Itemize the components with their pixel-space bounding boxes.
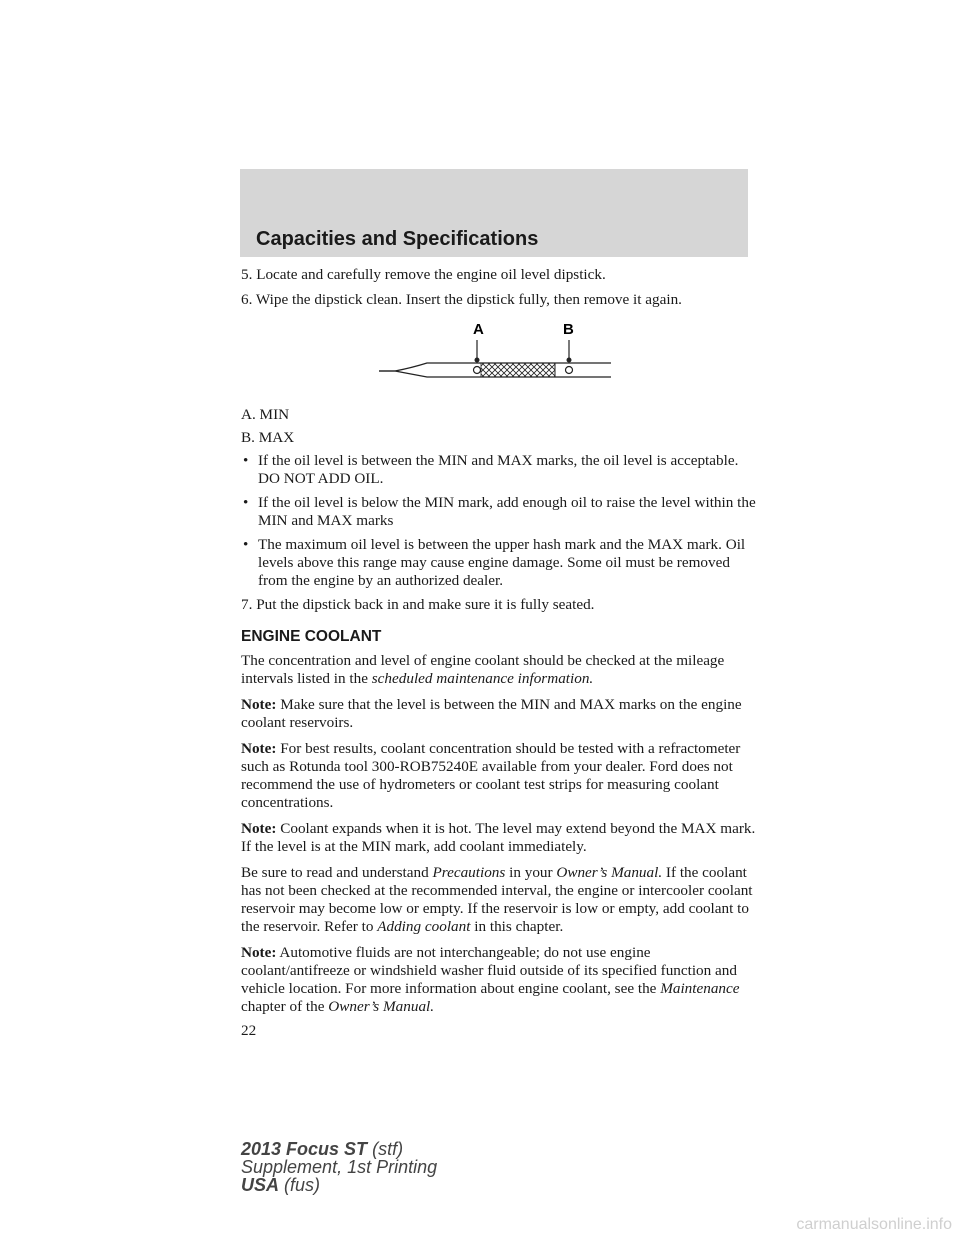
note-4-mid: chapter of the	[241, 998, 325, 1015]
note-label: Note:	[241, 740, 277, 757]
footer-market: USA	[241, 1175, 280, 1195]
oil-level-bullets	[241, 452, 761, 590]
read-precautions-paragraph	[241, 864, 761, 936]
note-3	[241, 820, 761, 856]
footer-line-1	[241, 1140, 437, 1158]
precautions-ref: Precautions	[432, 864, 506, 881]
maintenance-ref: Maintenance	[660, 980, 740, 997]
bullet-item: • The maximum oil level is between the upper hash mark and the MAX mark. Oil levels above this range may cause engine damage. Some oil must be removed from the engine by an authorized dealer.	[241, 536, 761, 590]
footer-line-3	[241, 1176, 437, 1194]
pointer-b-dot	[567, 358, 572, 363]
read-text-c: If the coolant has not been checked at the recommended interval, the engine or intercooler coolant reservoir may become low or empty. If the reservoir is low or empty, add coolant to the reservoir. Refer to	[241, 864, 753, 935]
bullet-item: • If the oil level is between the MIN and MAX marks, the oil level is acceptable. DO NOT ADD OIL.	[241, 452, 761, 488]
legend-max: B. MAX	[241, 429, 295, 446]
note-label: Note:	[241, 820, 277, 837]
note-2-text: For best results, coolant concentration should be tested with a refractometer such as Rotunda tool 300-ROB75240E available from your dealer. Ford does not recommend the use of hydrometers or coolant test strips for measuring coolant concentrations.	[241, 740, 741, 811]
diagram-label-a: A	[473, 321, 484, 338]
adding-coolant-ref: Adding coolant	[377, 918, 471, 935]
document-footer	[241, 1140, 437, 1194]
dipstick-hatch-zone	[481, 363, 555, 377]
step-6: 6. Wipe the dipstick clean. Insert the dipstick fully, then remove it again.	[241, 291, 682, 308]
min-mark	[474, 367, 481, 374]
note-1	[241, 696, 761, 732]
step-5: 5. Locate and carefully remove the engine oil level dipstick.	[241, 266, 606, 283]
note-4	[241, 944, 761, 1016]
site-watermark: carmanualsonline.info	[796, 1216, 952, 1233]
coolant-intro-text: The concentration and level of engine coolant should be checked at the mileage intervals listed in the	[241, 652, 725, 687]
footer-market-code: (fus)	[284, 1175, 321, 1195]
page-content	[241, 266, 761, 1040]
read-text-b: in your	[509, 864, 553, 881]
read-text-d: in this chapter.	[474, 918, 564, 935]
owners-manual-ref: Owner’s Manual.	[328, 998, 435, 1015]
note-label: Note:	[241, 696, 277, 713]
read-text-a: Be sure to read and understand	[241, 864, 429, 881]
section-header-band	[240, 169, 748, 257]
legend-min: A. MIN	[241, 406, 290, 423]
owners-manual-ref: Owner’s Manual.	[556, 864, 663, 881]
note-4-text: Automotive fluids are not interchangeable; do not use engine coolant/antifreeze or windshield washer fluid outside of its specified function and vehicle location. For more information about engine coolant, see the	[241, 944, 737, 997]
note-2	[241, 740, 761, 812]
bullet-item: • If the oil level is below the MIN mark, add enough oil to raise the level within the MIN and MAX marks	[241, 494, 761, 530]
footer-line-2: Supplement, 1st Printing	[241, 1157, 438, 1177]
section-title: Capacities and Specifications	[256, 228, 539, 250]
note-1-text: Make sure that the level is between the MIN and MAX marks on the engine coolant reservoirs.	[241, 696, 742, 731]
footer-model-code: (stf)	[372, 1139, 404, 1159]
note-3-text: Coolant expands when it is hot. The level may extend beyond the MAX mark. If the level is at the MIN mark, add coolant immediately.	[241, 820, 756, 855]
pointer-a-dot	[475, 358, 480, 363]
dipstick-diagram	[241, 316, 761, 406]
engine-coolant-heading: ENGINE COOLANT	[241, 628, 382, 645]
page-number: 22	[241, 1022, 257, 1039]
max-mark	[566, 367, 573, 374]
step-7: 7. Put the dipstick back in and make sure it is fully seated.	[241, 596, 595, 613]
diagram-label-b: B	[563, 321, 574, 338]
note-label: Note:	[241, 944, 277, 961]
scheduled-maintenance-ref: scheduled maintenance information.	[371, 670, 594, 687]
footer-model: 2013 Focus ST	[241, 1139, 368, 1159]
coolant-intro	[241, 652, 761, 688]
dipstick-illustration	[375, 316, 615, 388]
